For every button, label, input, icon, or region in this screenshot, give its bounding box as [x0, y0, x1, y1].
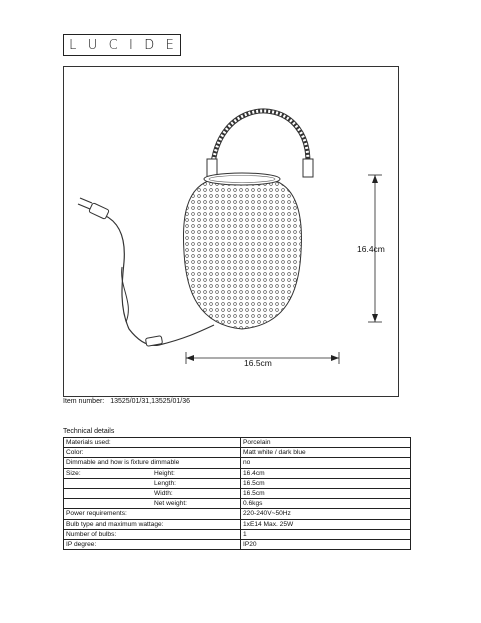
row-value: Porcelain — [241, 438, 411, 448]
row-value: 1 — [241, 529, 411, 539]
logo-letter: D — [144, 37, 156, 53]
technical-details-title: Technical details — [63, 428, 115, 435]
height-dimension-label: 16.4cm — [357, 244, 385, 254]
row-key-label — [66, 499, 154, 508]
table-row — [64, 458, 411, 468]
row-key: Color: — [64, 448, 241, 458]
table-row — [64, 539, 411, 549]
row-key: IP degree: — [64, 539, 241, 549]
row-subkey: Net weight: — [154, 500, 187, 508]
width-dimension-label: 16.5cm — [244, 358, 272, 368]
row-key — [64, 468, 241, 478]
row-value: 220-240V~50Hz — [241, 509, 411, 519]
table-row — [64, 529, 411, 539]
product-drawing — [63, 66, 399, 397]
row-key — [64, 499, 241, 509]
row-key — [64, 478, 241, 488]
row-subkey: Width: — [154, 490, 173, 498]
technical-details-table — [63, 437, 411, 550]
row-value: 16.5cm — [241, 488, 411, 498]
lamp-body — [183, 173, 301, 329]
row-key: Dimmable and how is fixture dimmable — [64, 458, 241, 468]
row-value: 1xE14 Max. 25W — [241, 519, 411, 529]
row-key-label — [66, 479, 154, 488]
brand-logo — [63, 34, 181, 56]
row-value: IP20 — [241, 539, 411, 549]
table-row — [64, 488, 411, 498]
row-value: 0.6kgs — [241, 499, 411, 509]
logo-letter: E — [165, 37, 175, 53]
table-row — [64, 468, 411, 478]
row-subkey: Length: — [154, 479, 176, 487]
row-value: no — [241, 458, 411, 468]
table-row — [64, 438, 411, 448]
row-subkey: Height: — [154, 469, 175, 477]
row-value: 16.5cm — [241, 478, 411, 488]
logo-letter: I — [129, 37, 134, 53]
logo-letter: U — [87, 37, 99, 53]
table-row — [64, 519, 411, 529]
table-row — [64, 509, 411, 519]
row-key: Number of bulbs: — [64, 529, 241, 539]
row-key — [64, 488, 241, 498]
logo-letter: C — [108, 37, 119, 53]
item-number-value: 13525/01/31,13525/01/36 — [110, 398, 191, 405]
item-number-label: Item number: — [63, 398, 105, 405]
table-row — [64, 499, 411, 509]
logo-letter: L — [69, 37, 78, 53]
row-key-label: Size: — [66, 469, 81, 477]
row-value: 16.4cm — [241, 468, 411, 478]
row-key: Materials used: — [64, 438, 241, 448]
row-key-label — [66, 489, 154, 498]
row-value: Matt white / dark blue — [241, 448, 411, 458]
lamp-illustration — [64, 67, 400, 398]
lamp-handle — [207, 111, 313, 177]
table-row — [64, 448, 411, 458]
row-key: Bulb type and maximum wattage: — [64, 519, 241, 529]
table-row — [64, 478, 411, 488]
item-number — [63, 398, 190, 405]
row-key: Power requirements: — [64, 509, 241, 519]
